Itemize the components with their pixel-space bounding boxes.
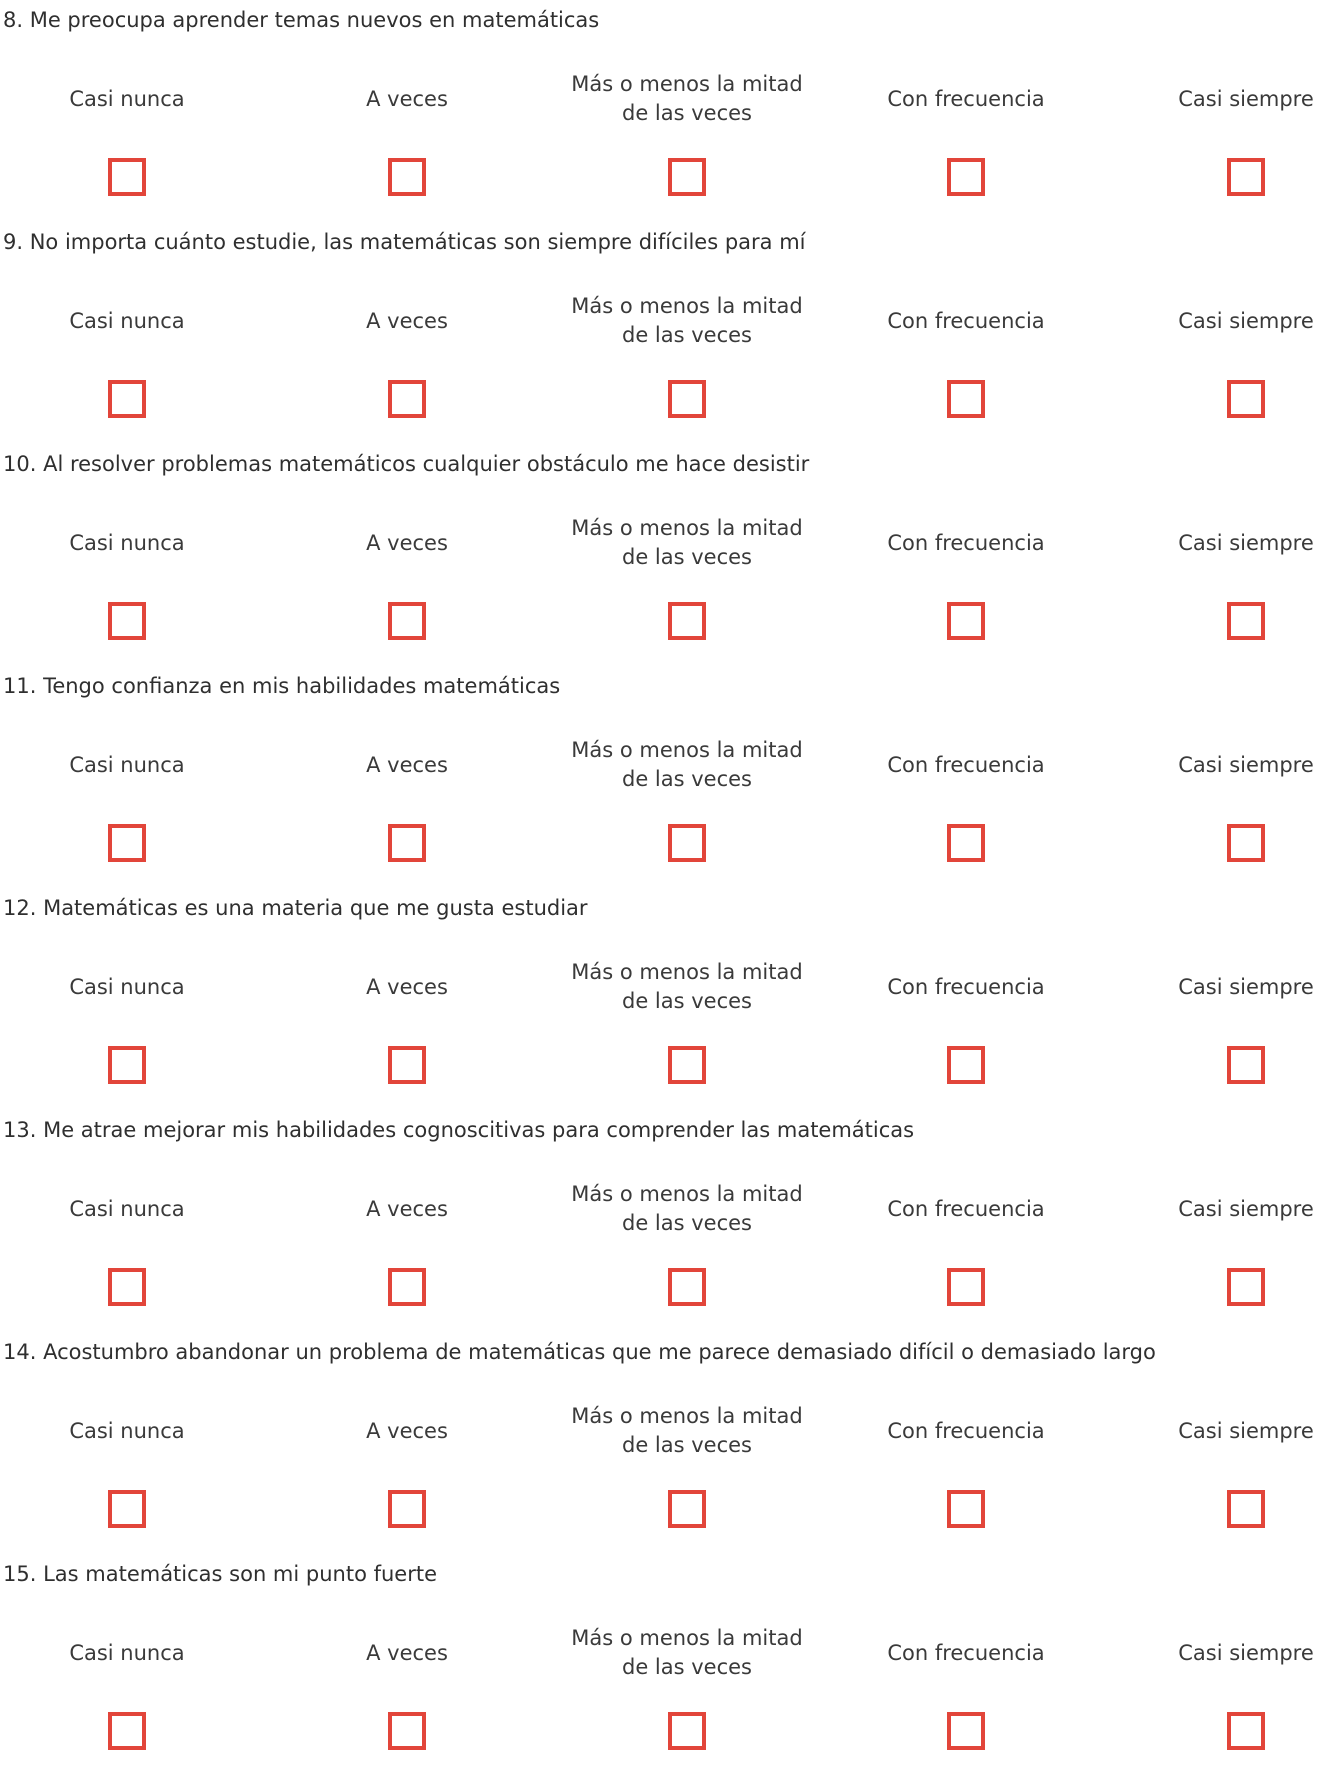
- question-block: [0, 0, 1325, 222]
- question-text: 15. Las matemáticas son mi punto fuerte: [3, 1562, 438, 1586]
- option-mitad: [547, 514, 827, 644]
- question-text: 11. Tengo confianza en mis habilidades matemáticas: [3, 674, 561, 698]
- question-text: 14. Acostumbro abandonar un problema de matemáticas que me parece demasiado difícil o demasiado largo: [3, 1340, 1156, 1364]
- option-label: Casi siempre: [1178, 530, 1314, 555]
- option-label: A veces: [366, 1196, 448, 1221]
- option-label: A veces: [366, 974, 448, 999]
- option-con-frecuencia: [826, 736, 1106, 866]
- question-block: [0, 1332, 1325, 1554]
- option-label: Casi siempre: [1178, 1196, 1314, 1221]
- answer-checkbox[interactable]: [1227, 158, 1265, 196]
- option-label: Más o menos la mitad de las veces: [571, 72, 803, 125]
- answer-checkbox[interactable]: [947, 1490, 985, 1528]
- option-label: Más o menos la mitad de las veces: [571, 738, 803, 791]
- option-casi-nunca: [0, 1624, 267, 1754]
- answer-checkbox[interactable]: [668, 1490, 706, 1528]
- answer-checkbox[interactable]: [1227, 824, 1265, 862]
- answer-checkbox[interactable]: [108, 602, 146, 640]
- option-label: Con frecuencia: [887, 974, 1045, 999]
- answer-checkbox[interactable]: [108, 158, 146, 196]
- answer-checkbox[interactable]: [1227, 1046, 1265, 1084]
- option-label: Más o menos la mitad de las veces: [571, 960, 803, 1013]
- option-label: Casi siempre: [1178, 308, 1314, 333]
- option-label: Con frecuencia: [887, 530, 1045, 555]
- question-text: 9. No importa cuánto estudie, las matemáticas son siempre difíciles para mí: [3, 230, 806, 254]
- question-block: [0, 1554, 1325, 1776]
- option-a-veces: [267, 1402, 547, 1532]
- option-label: Con frecuencia: [887, 752, 1045, 777]
- option-a-veces: [267, 736, 547, 866]
- option-casi-nunca: [0, 70, 267, 200]
- option-mitad: [547, 1180, 827, 1310]
- option-label: Más o menos la mitad de las veces: [571, 1626, 803, 1679]
- answer-checkbox[interactable]: [947, 1712, 985, 1750]
- option-label: A veces: [366, 308, 448, 333]
- answer-checkbox[interactable]: [668, 1268, 706, 1306]
- answer-checkbox[interactable]: [388, 1712, 426, 1750]
- option-label: Con frecuencia: [887, 86, 1045, 111]
- question-text: 13. Me atrae mejorar mis habilidades cognoscitivas para comprender las matemáticas: [3, 1118, 915, 1142]
- answer-checkbox[interactable]: [108, 1046, 146, 1084]
- answer-checkbox[interactable]: [668, 602, 706, 640]
- option-label: Casi siempre: [1178, 1640, 1314, 1665]
- option-con-frecuencia: [826, 958, 1106, 1088]
- answer-checkbox[interactable]: [388, 1046, 426, 1084]
- option-mitad: [547, 1624, 827, 1754]
- option-con-frecuencia: [826, 1624, 1106, 1754]
- option-mitad: [547, 958, 827, 1088]
- option-label: Con frecuencia: [887, 1418, 1045, 1443]
- option-label: Casi nunca: [69, 974, 185, 999]
- question-block: [0, 666, 1325, 888]
- option-label: Con frecuencia: [887, 1640, 1045, 1665]
- option-casi-siempre: [1106, 1180, 1325, 1310]
- option-label: Más o menos la mitad de las veces: [571, 1404, 803, 1457]
- answer-checkbox[interactable]: [388, 824, 426, 862]
- option-casi-siempre: [1106, 1402, 1325, 1532]
- option-label: A veces: [366, 1640, 448, 1665]
- answer-checkbox[interactable]: [388, 158, 426, 196]
- answer-checkbox[interactable]: [388, 1268, 426, 1306]
- option-casi-nunca: [0, 292, 267, 422]
- question-text: 12. Matemáticas es una materia que me gusta estudiar: [3, 896, 588, 920]
- answer-checkbox[interactable]: [668, 380, 706, 418]
- option-label: Casi nunca: [69, 530, 185, 555]
- option-label: Casi nunca: [69, 308, 185, 333]
- option-con-frecuencia: [826, 1402, 1106, 1532]
- option-a-veces: [267, 1180, 547, 1310]
- option-label: Con frecuencia: [887, 308, 1045, 333]
- option-label: Casi siempre: [1178, 86, 1314, 111]
- question-text: 8. Me preocupa aprender temas nuevos en matemáticas: [3, 8, 600, 32]
- answer-checkbox[interactable]: [1227, 1268, 1265, 1306]
- option-mitad: [547, 292, 827, 422]
- answer-checkbox[interactable]: [947, 1046, 985, 1084]
- option-con-frecuencia: [826, 514, 1106, 644]
- option-casi-siempre: [1106, 292, 1325, 422]
- answer-checkbox[interactable]: [1227, 1490, 1265, 1528]
- option-casi-siempre: [1106, 70, 1325, 200]
- option-label: A veces: [366, 752, 448, 777]
- answer-checkbox[interactable]: [947, 380, 985, 418]
- option-label: Con frecuencia: [887, 1196, 1045, 1221]
- option-label: A veces: [366, 1418, 448, 1443]
- option-casi-nunca: [0, 514, 267, 644]
- option-label: A veces: [366, 530, 448, 555]
- option-a-veces: [267, 514, 547, 644]
- option-casi-siempre: [1106, 1624, 1325, 1754]
- option-label: Casi siempre: [1178, 752, 1314, 777]
- answer-checkbox[interactable]: [1227, 380, 1265, 418]
- answer-checkbox[interactable]: [1227, 1712, 1265, 1750]
- answer-checkbox[interactable]: [388, 380, 426, 418]
- question-block: [0, 1110, 1325, 1332]
- answer-checkbox[interactable]: [108, 1712, 146, 1750]
- option-a-veces: [267, 70, 547, 200]
- option-a-veces: [267, 1624, 547, 1754]
- option-con-frecuencia: [826, 292, 1106, 422]
- answer-checkbox[interactable]: [108, 1490, 146, 1528]
- answer-checkbox[interactable]: [108, 380, 146, 418]
- answer-checkbox[interactable]: [947, 158, 985, 196]
- answer-checkbox[interactable]: [388, 602, 426, 640]
- answer-checkbox[interactable]: [947, 602, 985, 640]
- answer-checkbox[interactable]: [668, 1046, 706, 1084]
- question-block: [0, 222, 1325, 444]
- option-label: Más o menos la mitad de las veces: [571, 516, 803, 569]
- option-mitad: [547, 1402, 827, 1532]
- option-con-frecuencia: [826, 1180, 1106, 1310]
- answer-checkbox[interactable]: [1227, 602, 1265, 640]
- option-casi-nunca: [0, 1180, 267, 1310]
- answer-checkbox[interactable]: [108, 1268, 146, 1306]
- option-a-veces: [267, 958, 547, 1088]
- question-block: [0, 888, 1325, 1110]
- option-mitad: [547, 736, 827, 866]
- option-label: Casi nunca: [69, 752, 185, 777]
- option-casi-nunca: [0, 958, 267, 1088]
- option-label: Más o menos la mitad de las veces: [571, 294, 803, 347]
- answer-checkbox[interactable]: [947, 1268, 985, 1306]
- option-casi-siempre: [1106, 958, 1325, 1088]
- answer-checkbox[interactable]: [947, 824, 985, 862]
- option-casi-nunca: [0, 736, 267, 866]
- answer-checkbox[interactable]: [108, 824, 146, 862]
- option-label: Casi nunca: [69, 86, 185, 111]
- option-label: Más o menos la mitad de las veces: [571, 1182, 803, 1235]
- option-label: Casi siempre: [1178, 1418, 1314, 1443]
- option-con-frecuencia: [826, 70, 1106, 200]
- option-casi-siempre: [1106, 514, 1325, 644]
- answer-checkbox[interactable]: [668, 158, 706, 196]
- question-block: [0, 444, 1325, 666]
- option-casi-nunca: [0, 1402, 267, 1532]
- answer-checkbox[interactable]: [668, 1712, 706, 1750]
- option-label: Casi siempre: [1178, 974, 1314, 999]
- answer-checkbox[interactable]: [388, 1490, 426, 1528]
- option-label: Casi nunca: [69, 1640, 185, 1665]
- option-label: Casi nunca: [69, 1418, 185, 1443]
- option-label: Casi nunca: [69, 1196, 185, 1221]
- option-mitad: [547, 70, 827, 200]
- option-casi-siempre: [1106, 736, 1325, 866]
- question-text: 10. Al resolver problemas matemáticos cualquier obstáculo me hace desistir: [3, 452, 810, 476]
- answer-checkbox[interactable]: [668, 824, 706, 862]
- option-label: A veces: [366, 86, 448, 111]
- option-a-veces: [267, 292, 547, 422]
